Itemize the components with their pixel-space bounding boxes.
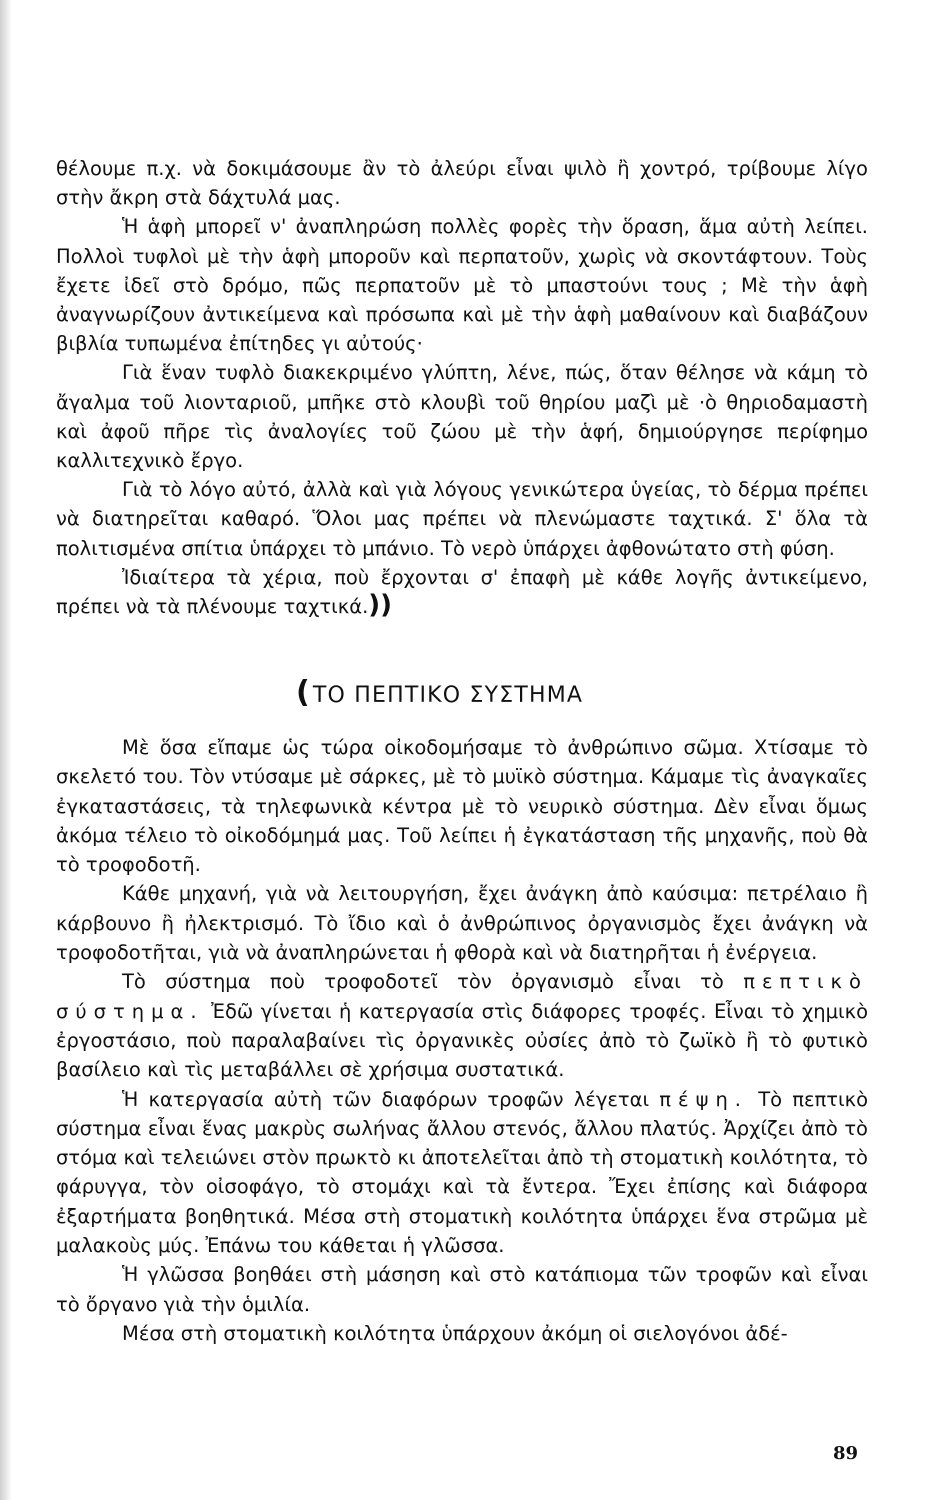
paragraph-skin-hygiene: Γιὰ τὸ λόγο αὐτό, ἀλλὰ καὶ γιὰ λόγους γενικώτερα ὑγείας, τὸ δέρμα πρέπει νὰ διατηρεῖται καθαρό. Ὅλοι μας πρέπει νὰ πλενώμαστε ταχτικά. Σ' ὅλα τὰ πολιτισμένα σπίτια ὑπάρχει τὸ μπάνιο. Τὸ νερὸ ὑπάρχει ἀφθονώτατο στὴ φύση. — [56, 478, 868, 560]
paragraph-tongue: Ἡ γλῶσσα βοηθάει στὴ μάσηση καὶ στὸ κατάπιομα τῶν τροφῶν καὶ εἶναι τὸ ὄργανο γιὰ τὴν ὁμιλία. — [56, 1263, 868, 1316]
paragraph-salivary-glands: Μέσα στὴ στοματικὴ κοιλότητα ὑπάρχουν ἀκόμη οἱ σιελογόνοι ἀδέ- — [122, 1321, 788, 1345]
digestive-intro-text: Τὸ σύστημα ποὺ τροφοδοτεῖ τὸν ὀργανισμὸ εἶναι τὸ — [122, 970, 724, 994]
digestion-intro-text: Ἡ κατεργασία αὐτὴ τῶν διαφόρων τροφῶν λέγεται — [122, 1087, 650, 1111]
close-bracket-mark: )) — [368, 590, 393, 621]
open-bracket-mark: ( — [296, 675, 311, 710]
paragraph-body-built: Μὲ ὅσα εἴπαμε ὡς τώρα οἰκοδομήσαμε τὸ ἀνθρώπινο σῶμα. Χτίσαμε τὸ σκελετό του. Τὸν ντύσαμε μὲ σάρκες, μὲ τὸ μυϊκὸ σύστημα. Κάμαμε τὶς ἀναγκαῖες ἐγκαταστάσεις, τὰ τηλεφωνικὰ κέντρα μὲ τὸ νευρικὸ σύστημα. Δὲν εἶναι ὅμως ἀκόμα τέλειο τὸ οἰκοδόμημά μας. Τοῦ λείπει ἡ ἐγκατάσταση τῆς μηχανῆς, ποὺ θὰ τὸ τροφοδοτῆ. — [56, 736, 868, 877]
paragraph-continuation: θέλουμε π.χ. νὰ δοκιμάσουμε ἂν τὸ ἀλεύρι εἶναι ψιλὸ ἢ χοντρό, τρίβουμε λίγο στὴν ἄκρη στὰ δάχτυλά μας. — [56, 157, 868, 210]
text-block-top — [56, 154, 868, 621]
term-digestion: πέψη. — [659, 1087, 748, 1111]
section-title-text: ΤΟ ΠΕΠΤΙΚΟ ΣΥΣΤΗΜΑ — [312, 683, 584, 708]
paragraph-digestion — [56, 1085, 868, 1261]
paragraph-blind-sculptor: Γιὰ ἕναν τυφλὸ διακεκριμένο γλύπτη, λένε, πώς, ὅταν θέλησε νὰ κάμη τὸ ἄγαλμα τοῦ λιονταριοῦ, μπῆκε στὸ κλουβὶ τοῦ θηρίου μαζὶ μὲ ·ὸ θηριοδαμαστὴ καὶ ἀφοῦ πῆρε τὶς ἀναλογίες τοῦ ζώου μὲ τὴν ἁφή, δημιούργησε περίφημο καλλιτεχνικὸ ἔργο. — [56, 361, 868, 473]
term-digestive-system: πεπτικὸ σύστημα. — [56, 970, 868, 1023]
paragraph-digestive-system — [56, 967, 868, 1084]
paper-edge-shadow — [0, 0, 12, 1500]
section-heading — [296, 676, 696, 713]
paragraph-touch-replaces-sight: Ἡ ἁφὴ μπορεῖ ν' ἀναπληρώση πολλὲς φορὲς τὴν ὅραση, ἅμα αὐτὴ λείπει. Πολλοὶ τυφλοὶ μὲ τὴν ἁφὴ μποροῦν καὶ περπατοῦν, χωρὶς νὰ σκοντάφτουν. Τοὺς ἔχετε ἰδεῖ στὸ δρόμο, πῶς περπατοῦν μὲ τὸ μπαστούνι τους ; Μὲ τὴν ἁφὴ ἀναγνωρίζουν ἀντικείμενα καὶ πρόσωπα καὶ μὲ τὴν ἁφὴ μαθαίνουν καὶ διαβάζουν βιβλία τυπωμένα ἐπίτηδες γι αὐτούς· — [56, 215, 868, 356]
digestive-factory-text: Ἐδῶ γίνεται ἡ κατεργασία στὶς διάφορες τροφές. Εἶναι τὸ χημικὸ ἐργοστάσιο, ποὺ παραλαβαίνει τὶς ὀργανικὲς οὐσίες ἀπὸ τὸ ζωϊκὸ ἢ τὸ φυτικὸ βασίλειο καὶ τὶς μεταβάλλει σὲ χρήσιμα συστατικά. — [56, 999, 868, 1082]
digestive-tube-text: Τὸ πεπτικὸ σύστημα εἶναι ἕνας μακρὺς σωλήνας ἄλλου στενός, ἄλλου πλατύς. Ἀρχίζει ἀπὸ τὸ στόμα καὶ τελειώνει στὸν πρωκτὸ κι ἀποτελεῖται ἀπὸ τὴ στοματικὴ κοιλότητα, τὸ φάρυγγα, τὸν οἰσοφάγο, τὸ στομάχι καὶ τὰ ἔντερα. Ἔχει ἐπίσης καὶ διάφορα ἐξαρτήματα βοηθητικά. Μέσα στὴ στοματικὴ κοιλότητα ὑπάρχει ἕνα στρῶμα μὲ μαλακοὺς μύς. Ἐπάνω του κάθεται ἡ γλῶσσα. — [56, 1087, 869, 1258]
page-number: 89 — [833, 1443, 859, 1464]
paragraph-hand-washing — [56, 563, 868, 621]
paragraph-machine-fuel: Κάθε μηχανή, γιὰ νὰ λειτουργήση, ἔχει ἀνάγκη ἀπὸ καύσιμα: πετρέλαιο ἢ κάρβουνο ἢ ἠλεκτρισμό. Τὸ ἴδιο καὶ ὁ ἀνθρώπινος ὀργανισμὸς ἔχει ἀνάγκη νὰ τροφοδοτῆται, γιὰ νὰ ἀναπληρώνεται ἡ φθορὰ καὶ νὰ διατηρῆται ἡ ἐνέργεια. — [56, 882, 868, 965]
text-block-digestive — [56, 733, 868, 1348]
hand-washing-text: Ἰδιαίτερα τὰ χέρια, ποὺ ἔρχονται σ' ἐπαφὴ μὲ κάθε λογῆς ἀντικείμενο, πρέπει νὰ τὰ πλένουμε ταχτικά. — [56, 565, 868, 619]
